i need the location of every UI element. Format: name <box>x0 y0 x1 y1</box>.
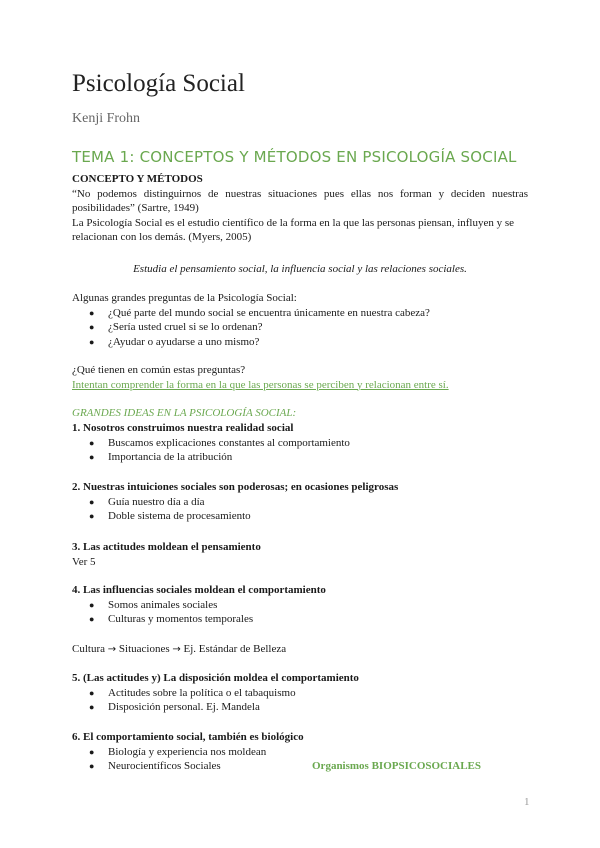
page-number: 1 <box>524 796 530 808</box>
common-section <box>72 363 528 392</box>
list-item: ● Neurocientíficos Sociales Organismos BIOPSICOSOCIALES <box>89 760 482 772</box>
idea-2 <box>72 480 528 524</box>
list-item: ● Culturas y momentos temporales <box>89 613 254 625</box>
bullet-icon: ● <box>89 322 95 332</box>
list-item: ● Guía nuestro día a día <box>89 495 205 508</box>
list-item: ● Importancia de la atribución <box>89 451 233 463</box>
common-answer-link[interactable]: Intentan comprender la forma en la que las personas se perciben y relacionan entre sí. <box>72 378 449 391</box>
list-item: ● Buscamos explicaciones constantes al comportamiento <box>89 436 350 449</box>
idea-title: 5. (Las actitudes y) La disposición moldea el comportamiento <box>72 672 359 684</box>
sartre-quote: “No podemos distinguirnos de nuestras situaciones pues ellas nos forman y deciden nuestras posibilidades” (Sartre, 1949) <box>72 187 528 214</box>
author-name: Kenji Frohn <box>72 111 141 126</box>
bullet-icon: ● <box>89 452 95 462</box>
bullet-icon: ● <box>89 614 95 624</box>
idea-title: 6. El comportamiento social, también es biológico <box>72 731 304 743</box>
bullet-icon: ● <box>89 496 95 507</box>
definition-text: La Psicología Social es el estudio científico de la forma en la que las personas piensan, influyen y se relacionan con los demás. (Myers, 2005) <box>72 216 515 243</box>
idea-note: Ver 5 <box>72 555 96 568</box>
bullet-icon: ● <box>89 437 95 448</box>
questions-intro: Algunas grandes preguntas de la Psicología Social: <box>72 292 297 304</box>
idea-6 <box>72 730 528 774</box>
list-item: ● Somos animales sociales <box>89 598 218 611</box>
arrow-right-icon: → <box>107 644 117 655</box>
culture-term: Cultura <box>72 643 105 655</box>
page-title: Psicología Social <box>72 70 245 97</box>
bullet-icon: ● <box>89 599 95 610</box>
idea-title: 4. Las influencias sociales moldean el comportamiento <box>72 584 326 596</box>
bullet-icon: ● <box>89 761 95 771</box>
big-ideas-heading: GRANDES IDEAS EN LA PSICOLOGÍA SOCIAL: <box>72 407 297 419</box>
idea-3 <box>72 540 528 569</box>
idea-title: 2. Nuestras intuiciones sociales son poderosas; en ocasiones peligrosas <box>72 481 399 493</box>
list-item: ● ¿Ayudar o ayudarse a uno mismo? <box>89 335 260 348</box>
idea-4 <box>72 583 528 627</box>
culture-line <box>72 642 528 658</box>
idea-1 <box>72 421 528 465</box>
idea-5 <box>72 671 528 715</box>
beauty-example: Ej. Estándar de Belleza <box>183 643 287 655</box>
bullet-icon: ● <box>89 511 95 521</box>
list-item: ● ¿Sería usted cruel si se lo ordenan? <box>89 321 263 333</box>
common-question: ¿Qué tienen en común estas preguntas? <box>72 364 246 376</box>
list-item: ● Doble sistema de procesamiento <box>89 510 251 522</box>
topic-heading: TEMA 1: CONCEPTOS Y MÉTODOS EN PSICOLOGÍA SOCIAL <box>72 148 517 166</box>
bullet-icon: ● <box>89 687 95 698</box>
bullet-icon: ● <box>89 702 95 712</box>
summary-line: Estudia el pensamiento social, la influencia social y las relaciones sociales. <box>133 263 467 275</box>
bullet-icon: ● <box>89 336 95 347</box>
questions-list <box>72 306 528 350</box>
list-item: ● Disposición personal. Ej. Mandela <box>89 701 260 713</box>
idea-title: 3. Las actitudes moldean el pensamiento <box>72 541 261 553</box>
questions-section <box>72 291 528 349</box>
list-item: ● Biología y experiencia nos moldean <box>89 745 267 758</box>
situations-term: Situaciones <box>118 643 170 655</box>
concept-heading: CONCEPTO Y MÉTODOS <box>72 173 203 185</box>
idea-title: 1. Nosotros construimos nuestra realidad social <box>72 422 294 434</box>
biopsychosocial-note: Organismos BIOPSICOSOCIALES <box>312 760 482 772</box>
bullet-icon: ● <box>89 307 95 318</box>
concept-section <box>72 172 528 245</box>
list-item: ● Actitudes sobre la política o el tabaquismo <box>89 686 296 699</box>
arrow-right-icon: → <box>172 644 181 655</box>
bullet-icon: ● <box>89 746 95 757</box>
list-item: ● ¿Qué parte del mundo social se encuentra únicamente en nuestra cabeza? <box>89 306 430 319</box>
